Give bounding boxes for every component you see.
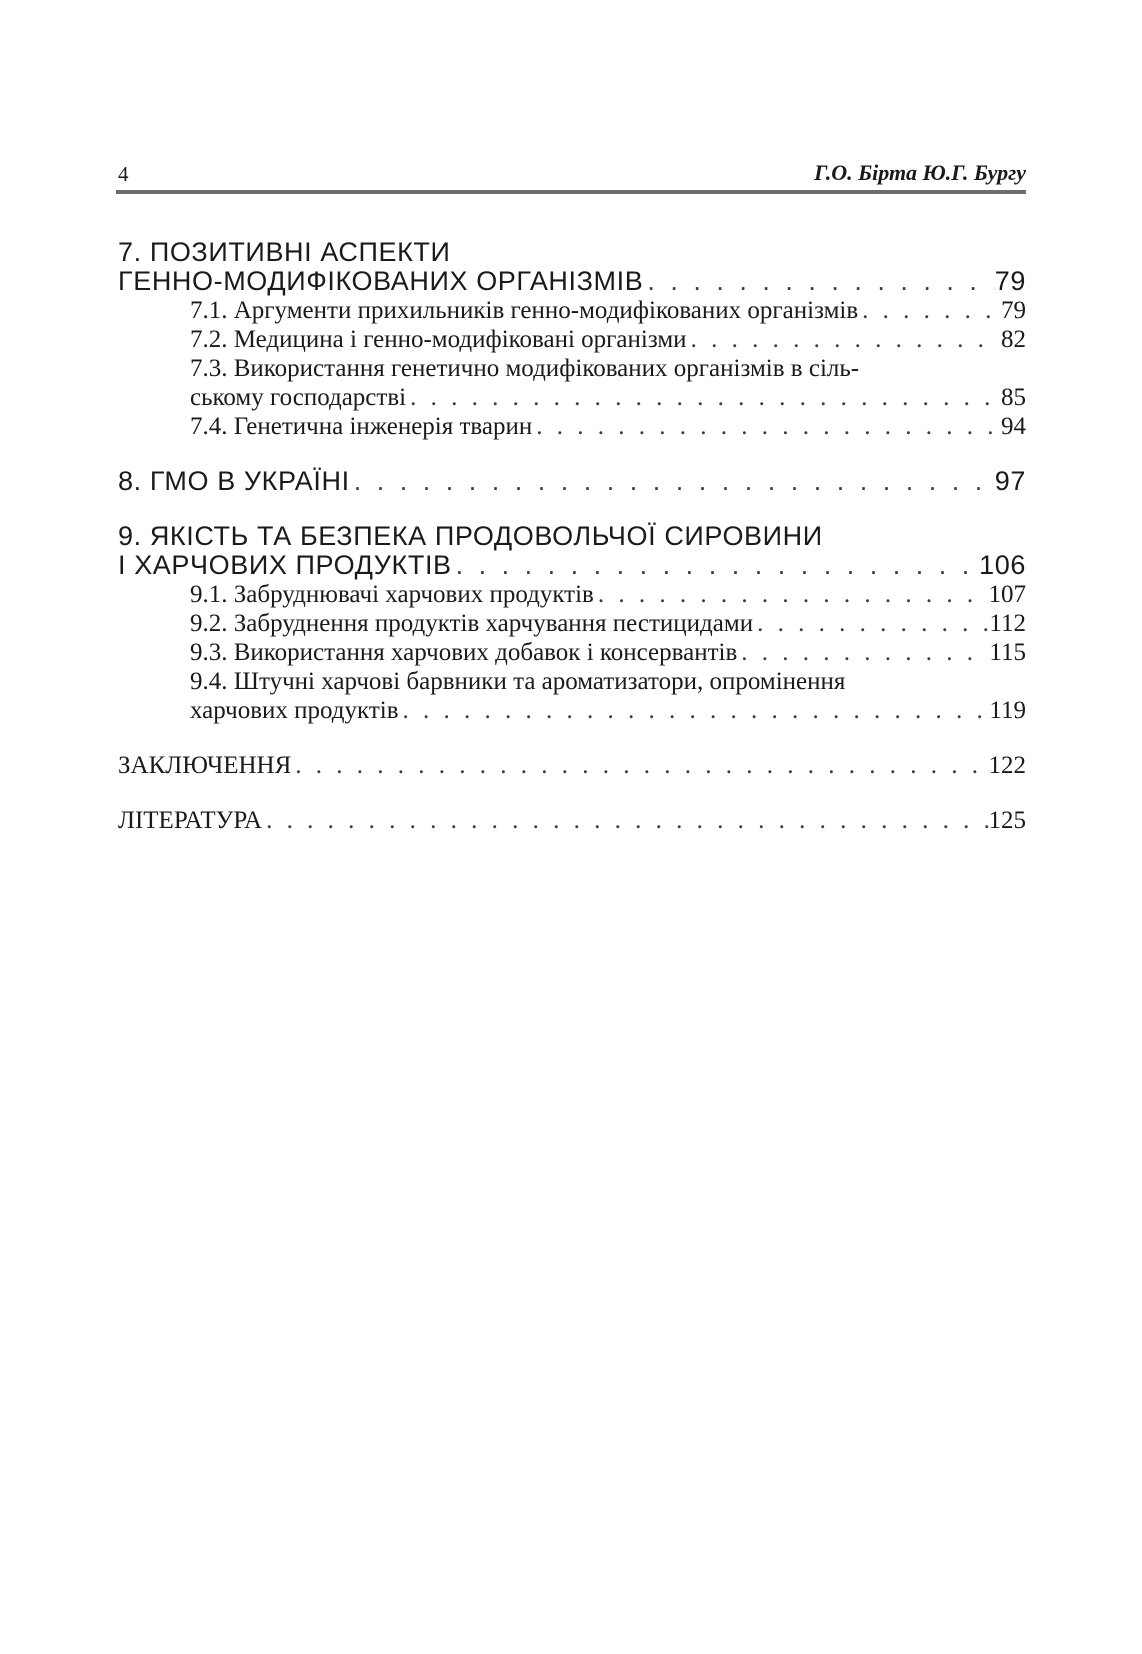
dot-leader	[291, 751, 988, 780]
dot-leader	[452, 551, 979, 580]
dot-leader	[643, 267, 994, 296]
toc-section-7-1[interactable]	[118, 296, 1026, 325]
header-rule	[116, 190, 1026, 194]
dot-leader	[594, 580, 989, 609]
toc-section-7-3-page: 85	[1001, 384, 1026, 411]
toc-chapter-9-title-line2: І ХАРЧОВИХ ПРОДУКТІВ	[118, 550, 452, 580]
dot-leader	[737, 638, 989, 667]
toc-section-9-4-title-line1: 9.4. Штучні харчові барвники та ароматизатори, опромінення	[190, 668, 846, 695]
toc-section-9-2-page: 112	[989, 610, 1026, 637]
toc-conclusion-page: 122	[988, 752, 1026, 779]
table-of-contents	[118, 238, 1026, 835]
toc-chapter-8-page: 97	[994, 466, 1026, 496]
toc-chapter-9[interactable]	[118, 522, 1026, 580]
dot-leader	[399, 696, 990, 725]
toc-chapter-8-title: 8. ГМО В УКРАЇНІ	[118, 466, 350, 496]
toc-section-7-1-title: 7.1. Аргументи прихильників генно-модифікованих організмів	[190, 297, 859, 324]
toc-conclusion[interactable]	[118, 751, 1026, 780]
toc-chapter-7-page: 79	[994, 266, 1026, 296]
toc-section-9-4-title-line2: харчових продуктів	[190, 697, 399, 724]
dot-leader	[262, 806, 988, 835]
running-head-authors: Г.О. Бірта Ю.Г. Бургу	[814, 160, 1026, 185]
toc-conclusion-title: ЗАКЛЮЧЕННЯ	[118, 752, 292, 779]
dot-leader	[753, 609, 989, 638]
toc-chapter-9-title-line1: 9. ЯКІСТЬ ТА БЕЗПЕКА ПРОДОВОЛЬЧОЇ СИРОВИНИ	[118, 521, 823, 551]
toc-chapter-8[interactable]	[118, 467, 1026, 496]
toc-section-7-4-title: 7.4. Генетична інженерія тварин	[190, 413, 533, 440]
toc-section-9-3-title: 9.3. Використання харчових добавок і консервантів	[190, 639, 738, 666]
toc-section-7-3-title-line2: ському господарстві	[190, 384, 407, 411]
toc-section-7-2[interactable]	[118, 325, 1026, 354]
toc-section-9-1-title: 9.1. Забруднювачі харчових продуктів	[190, 581, 594, 608]
dot-leader	[858, 296, 996, 325]
toc-literature[interactable]	[118, 806, 1026, 835]
toc-section-9-3-page: 115	[989, 639, 1026, 666]
toc-section-7-4-page: 94	[1001, 413, 1026, 440]
toc-section-7-3[interactable]	[118, 354, 1026, 412]
toc-section-9-4-page: 119	[989, 697, 1026, 724]
toc-section-9-2-title: 9.2. Забруднення продуктів харчування пестицидами	[190, 610, 754, 637]
dot-leader	[406, 383, 996, 412]
toc-section-9-4[interactable]	[118, 667, 1026, 725]
toc-section-7-4[interactable]	[118, 412, 1026, 441]
toc-section-7-2-page: 82	[1001, 326, 1026, 353]
toc-literature-page: 125	[988, 807, 1026, 834]
toc-chapter-7-title-line1: 7. ПОЗИТИВНІ АСПЕКТИ	[118, 237, 451, 267]
toc-section-9-1-page: 107	[988, 581, 1026, 608]
toc-section-7-1-page: 79	[1001, 297, 1026, 324]
toc-literature-title: ЛІТЕРАТУРА	[118, 807, 263, 834]
toc-section-7-3-title-line1: 7.3. Використання генетично модифікованих організмів в сіль-	[190, 355, 860, 382]
dot-leader	[687, 325, 996, 354]
toc-section-9-1[interactable]	[118, 580, 1026, 609]
toc-chapter-9-page: 106	[979, 550, 1026, 580]
toc-section-7-2-title: 7.2. Медицина і генно-модифіковані організми	[190, 326, 687, 353]
toc-chapter-7[interactable]	[118, 238, 1026, 296]
page-number: 4	[118, 162, 129, 186]
toc-section-9-2[interactable]	[118, 609, 1026, 638]
dot-leader	[350, 467, 995, 496]
toc-chapter-7-title-line2: ГЕННО-МОДИФІКОВАНИХ ОРГАНІЗМІВ	[118, 266, 644, 296]
toc-section-9-3[interactable]	[118, 638, 1026, 667]
dot-leader	[532, 412, 996, 441]
